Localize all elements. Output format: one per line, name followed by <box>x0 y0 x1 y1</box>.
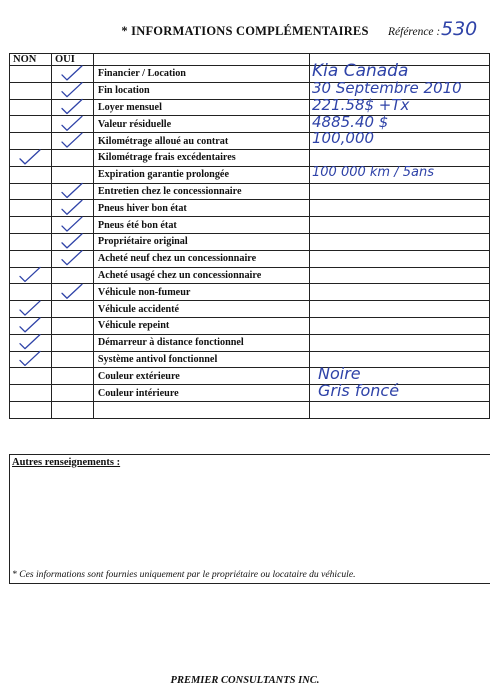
row-label: Kilométrage alloué au contrat <box>93 133 309 150</box>
other-info-box <box>9 454 490 584</box>
checkmark-icon <box>62 99 82 113</box>
other-info-label: Autres renseignements : <box>12 457 121 468</box>
checkmark-icon <box>62 116 82 130</box>
checkmark-icon <box>62 217 82 231</box>
handwritten-value: 100 000 km / 5ans <box>312 164 434 180</box>
row-label: Pneus été bon état <box>93 217 309 234</box>
checkmark-icon <box>20 351 40 365</box>
checkmark-icon <box>62 200 82 214</box>
handwritten-value: 30 Septembre 2010 <box>312 78 462 97</box>
checkmark-icon <box>20 150 40 164</box>
row-label: Couleur intérieure <box>93 385 309 402</box>
checkmark-icon <box>62 83 82 97</box>
company-footer: PREMIER CONSULTANTS INC. <box>170 675 320 686</box>
handwritten-value: 221.58$ +Tx <box>312 95 410 114</box>
form-title: * INFORMATIONS COMPLÉMENTAIRES <box>121 24 369 38</box>
row-label: Pneus hiver bon état <box>93 200 309 217</box>
row-label: Véhicule accidenté <box>93 301 309 318</box>
reference-label: Référence : <box>388 26 441 38</box>
checkmark-icon <box>62 133 82 147</box>
reference-value: 530 <box>441 18 478 40</box>
row-label: Véhicule non-fumeur <box>93 284 309 301</box>
checkmark-icon <box>62 66 82 80</box>
row-label: Loyer mensuel <box>93 99 309 116</box>
row-label: Acheté neuf chez un concessionnaire <box>93 250 309 267</box>
row-label: Acheté usagé chez un concessionnaire <box>93 267 309 284</box>
row-label: Système antivol fonctionnel <box>93 351 309 368</box>
row-label: Couleur extérieure <box>93 368 309 385</box>
row-label: Propriétaire original <box>93 233 309 250</box>
footnote: * Ces informations sont fournies uniquement par le propriétaire ou locataire du véhicule. <box>12 569 356 580</box>
row-label: Démarreur à distance fonctionnel <box>93 334 309 351</box>
checkmark-icon <box>62 183 82 197</box>
row-label: Véhicule repeint <box>93 317 309 334</box>
handwritten-value: Noire <box>318 363 361 383</box>
row-label: Valeur résiduelle <box>93 116 309 133</box>
checkmark-icon <box>62 284 82 298</box>
handwritten-value: Gris foncé <box>318 380 400 400</box>
row-label: Entretien chez le concessionnaire <box>93 183 309 200</box>
row-label: Financier / Location <box>93 66 309 83</box>
handwritten-value: Kia Canada <box>312 60 409 81</box>
row-label: Fin location <box>93 82 309 99</box>
checkmark-icon <box>62 234 82 248</box>
row-label: Kilométrage frais excédentaires <box>93 149 309 166</box>
handwritten-value: 4885.40 $ <box>312 112 389 131</box>
col-non-header: NON <box>10 54 52 66</box>
handwritten-value: 100,000 <box>312 129 375 148</box>
col-oui-header: OUI <box>51 54 93 66</box>
checkmark-icon <box>20 318 40 332</box>
checkmark-icon <box>20 267 40 281</box>
checkmark-icon <box>20 335 40 349</box>
checkmark-icon <box>62 251 82 265</box>
row-label: Expiration garantie prolongée <box>93 166 309 183</box>
checkmark-icon <box>20 301 40 315</box>
